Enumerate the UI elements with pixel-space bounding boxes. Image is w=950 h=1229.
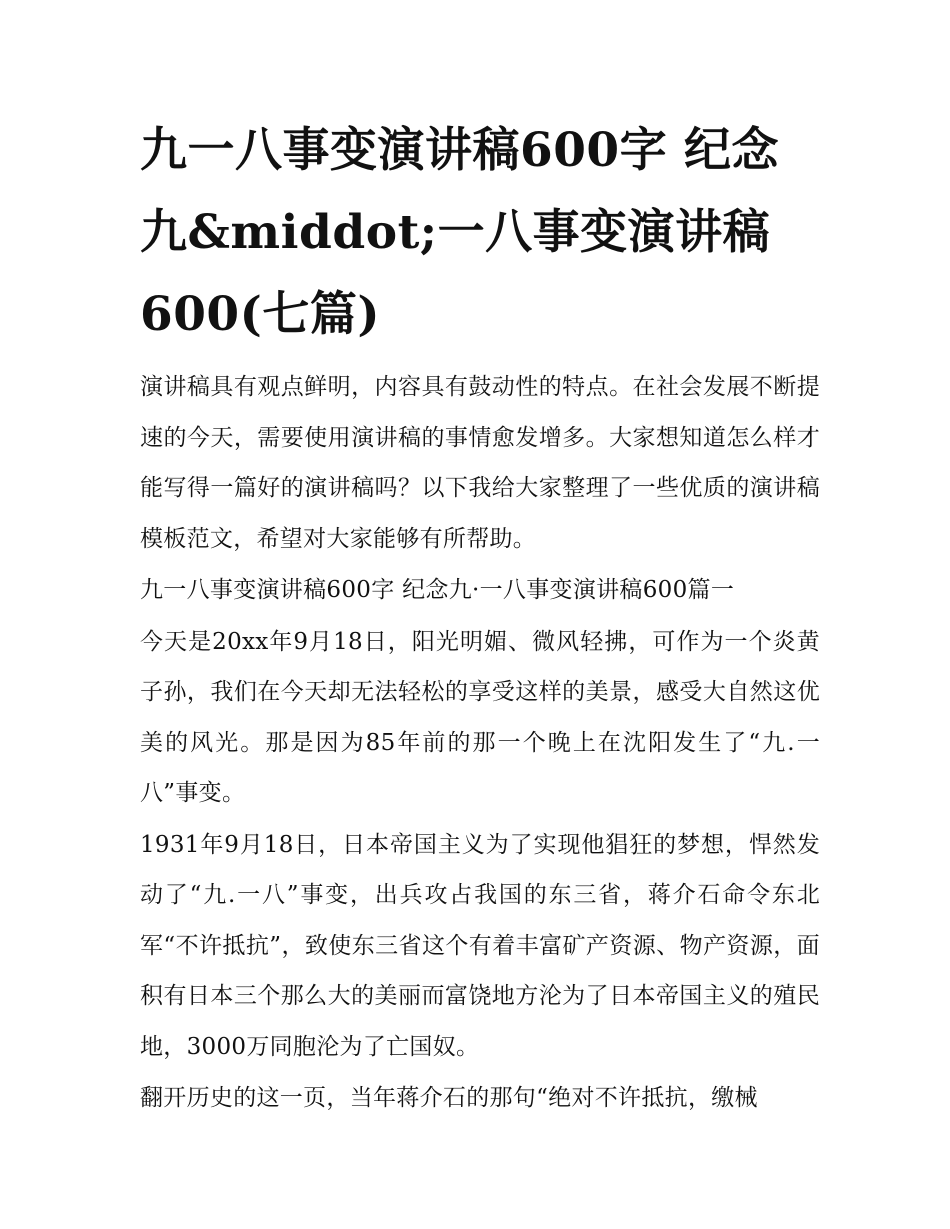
body-paragraph: 1931年9月18日，日本帝国主义为了实现他猖狂的梦想，悍然发动了“九.一八”事变，出兵攻占我国的东三省，蒋介石命令东北军“不许抵抗”，致使东三省这个有着丰富矿产资源、物产资源，面积有日本三个那么大的美丽而富饶地方沦为了日本帝国主义的殖民地，3000万同胞沦为了亡国奴。	[140, 831, 820, 1060]
document-title: 九一八事变演讲稿600字 纪念九&middot;一八事变演讲稿600(七篇)	[140, 123, 779, 342]
document-page	[140, 110, 820, 1125]
body-paragraph: 翻开历史的这一页，当年蒋介石的那句“绝对不许抵抗，缴械	[140, 1085, 758, 1111]
section-heading: 九一八事变演讲稿600字 纪念九·一八事变演讲稿600篇一	[140, 577, 735, 603]
body-paragraph: 今天是20xx年9月18日，阳光明媚、微风轻拂，可作为一个炎黄子孙，我们在今天却无法轻松的享受这样的美景，感受大自然这优美的风光。那是因为85年前的那一个晚上在沈阳发生了“九.一八”事变。	[140, 628, 820, 806]
intro-paragraph: 演讲稿具有观点鲜明，内容具有鼓动性的特点。在社会发展不断提速的今天，需要使用演讲稿的事情愈发增多。大家想知道怎么样才能写得一篇好的演讲稿吗？以下我给大家整理了一些优质的演讲稿模板范文，希望对大家能够有所帮助。	[140, 374, 820, 552]
